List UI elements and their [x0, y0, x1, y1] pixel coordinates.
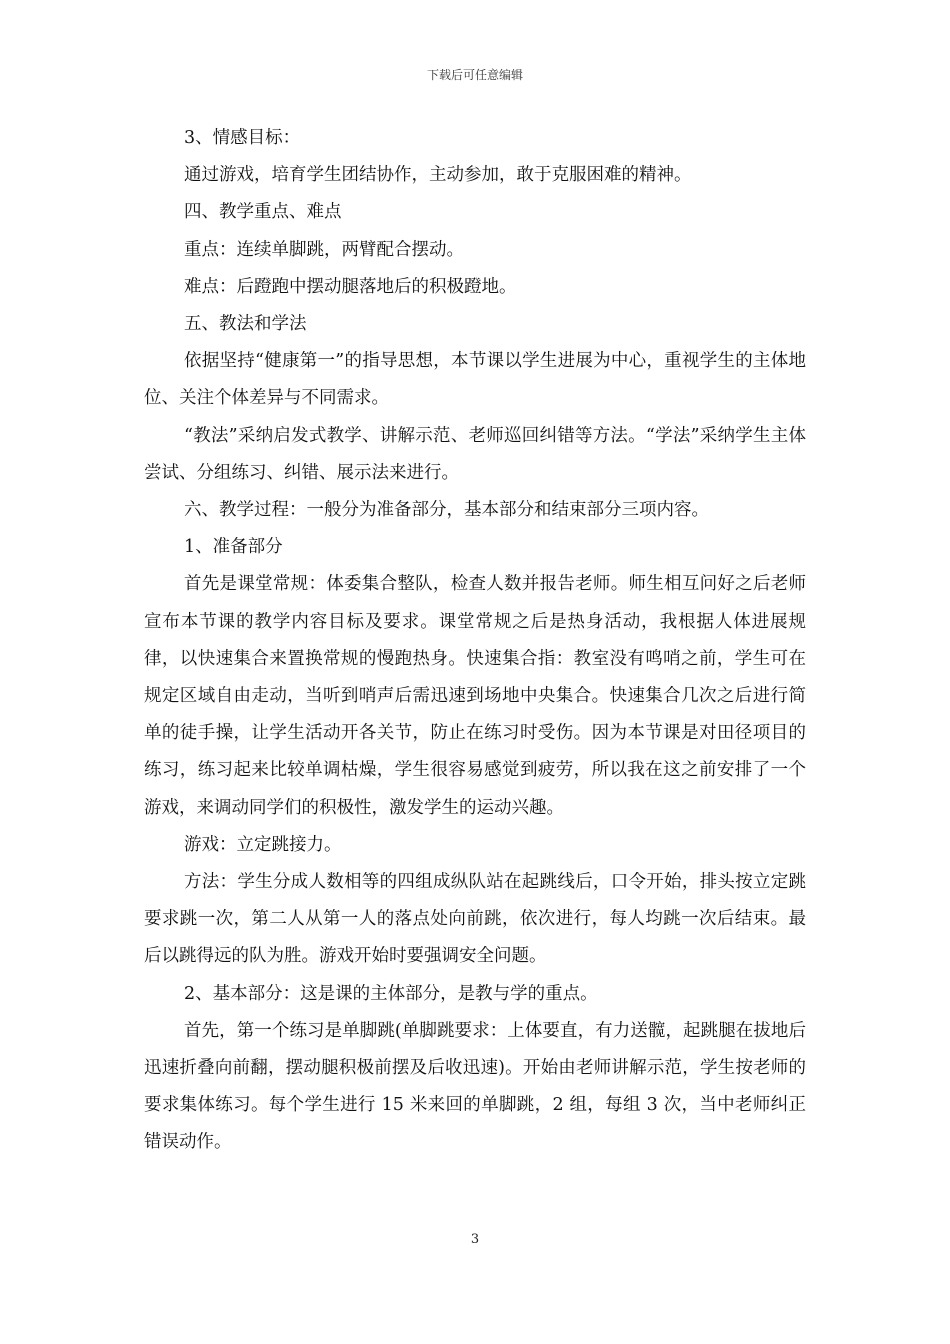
paragraph: 重点：连续单脚跳，两臂配合摆动。 — [184, 239, 464, 260]
page-header: 下载后可任意编辑 — [426, 68, 523, 82]
document-body — [144, 120, 806, 1162]
paragraph: 1、准备部分 — [184, 537, 283, 558]
paragraph: 首先，第一个练习是单脚跳(单脚跳要求：上体要直，有力送髋，起跳腿在拔地后迅速折叠向前翻，摆动腿积极前摆及后收迅速)。开始由老师讲解示范，学生按老师的要求集体练习。每个学生进行 15 米来回的单脚跳，2 组，每组 3 次，当中老师纠正错误动作。 — [144, 1020, 806, 1153]
paragraph: 四、教学重点、难点 — [184, 202, 342, 223]
paragraph: 2、基本部分：这是课的主体部分，是教与学的重点。 — [184, 983, 598, 1004]
paragraph: 方法：学生分成人数相等的四组成纵队站在起跳线后，口令开始，排头按立定跳要求跳一次，第二人从第一人的落点处向前跳，依次进行，每人均跳一次后结束。最后以跳得远的队为胜。游戏开始时要强调安全问题。 — [144, 872, 806, 967]
paragraph: 五、教法和学法 — [184, 314, 307, 335]
paragraph: 首先是课堂常规：体委集合整队，检查人数并报告老师。师生相互问好之后老师宣布本节课的教学内容目标及要求。课堂常规之后是热身活动，我根据人体进展规律，以快速集合来置换常规的慢跑热身。快速集合指：教室没有鸣哨之前，学生可在规定区域自由走动，当听到哨声后需迅速到场地中央集合。快速集合几次之后进行简单的徒手操，让学生活动开各关节，防止在练习时受伤。因为本节课是对田径项目的练习，练习起来比较单调枯燥，学生很容易感觉到疲劳，所以我在这之前安排了一个游戏，来调动同学们的积极性，激发学生的运动兴趣。 — [144, 574, 806, 818]
paragraph: 六、教学过程：一般分为准备部分，基本部分和结束部分三项内容。 — [184, 500, 709, 521]
paragraph: 游戏：立定跳接力。 — [184, 834, 342, 855]
paragraph: 通过游戏，培育学生团结协作，主动参加，敢于克服困难的精神。 — [184, 165, 692, 186]
paragraph: 难点：后蹬跑中摆动腿落地后的积极蹬地。 — [184, 276, 517, 297]
paragraph: “教法”采纳启发式教学、讲解示范、老师巡回纠错等方法。“学法”采纳学生主体尝试、分组练习、纠错、展示法来进行。 — [144, 425, 806, 483]
page-number: 3 — [470, 1232, 480, 1247]
paragraph: 依据坚持“健康第一”的指导思想，本节课以学生进展为中心，重视学生的主体地位、关注个体差异与不同需求。 — [144, 351, 806, 409]
paragraph: 3、情感目标： — [184, 128, 301, 148]
